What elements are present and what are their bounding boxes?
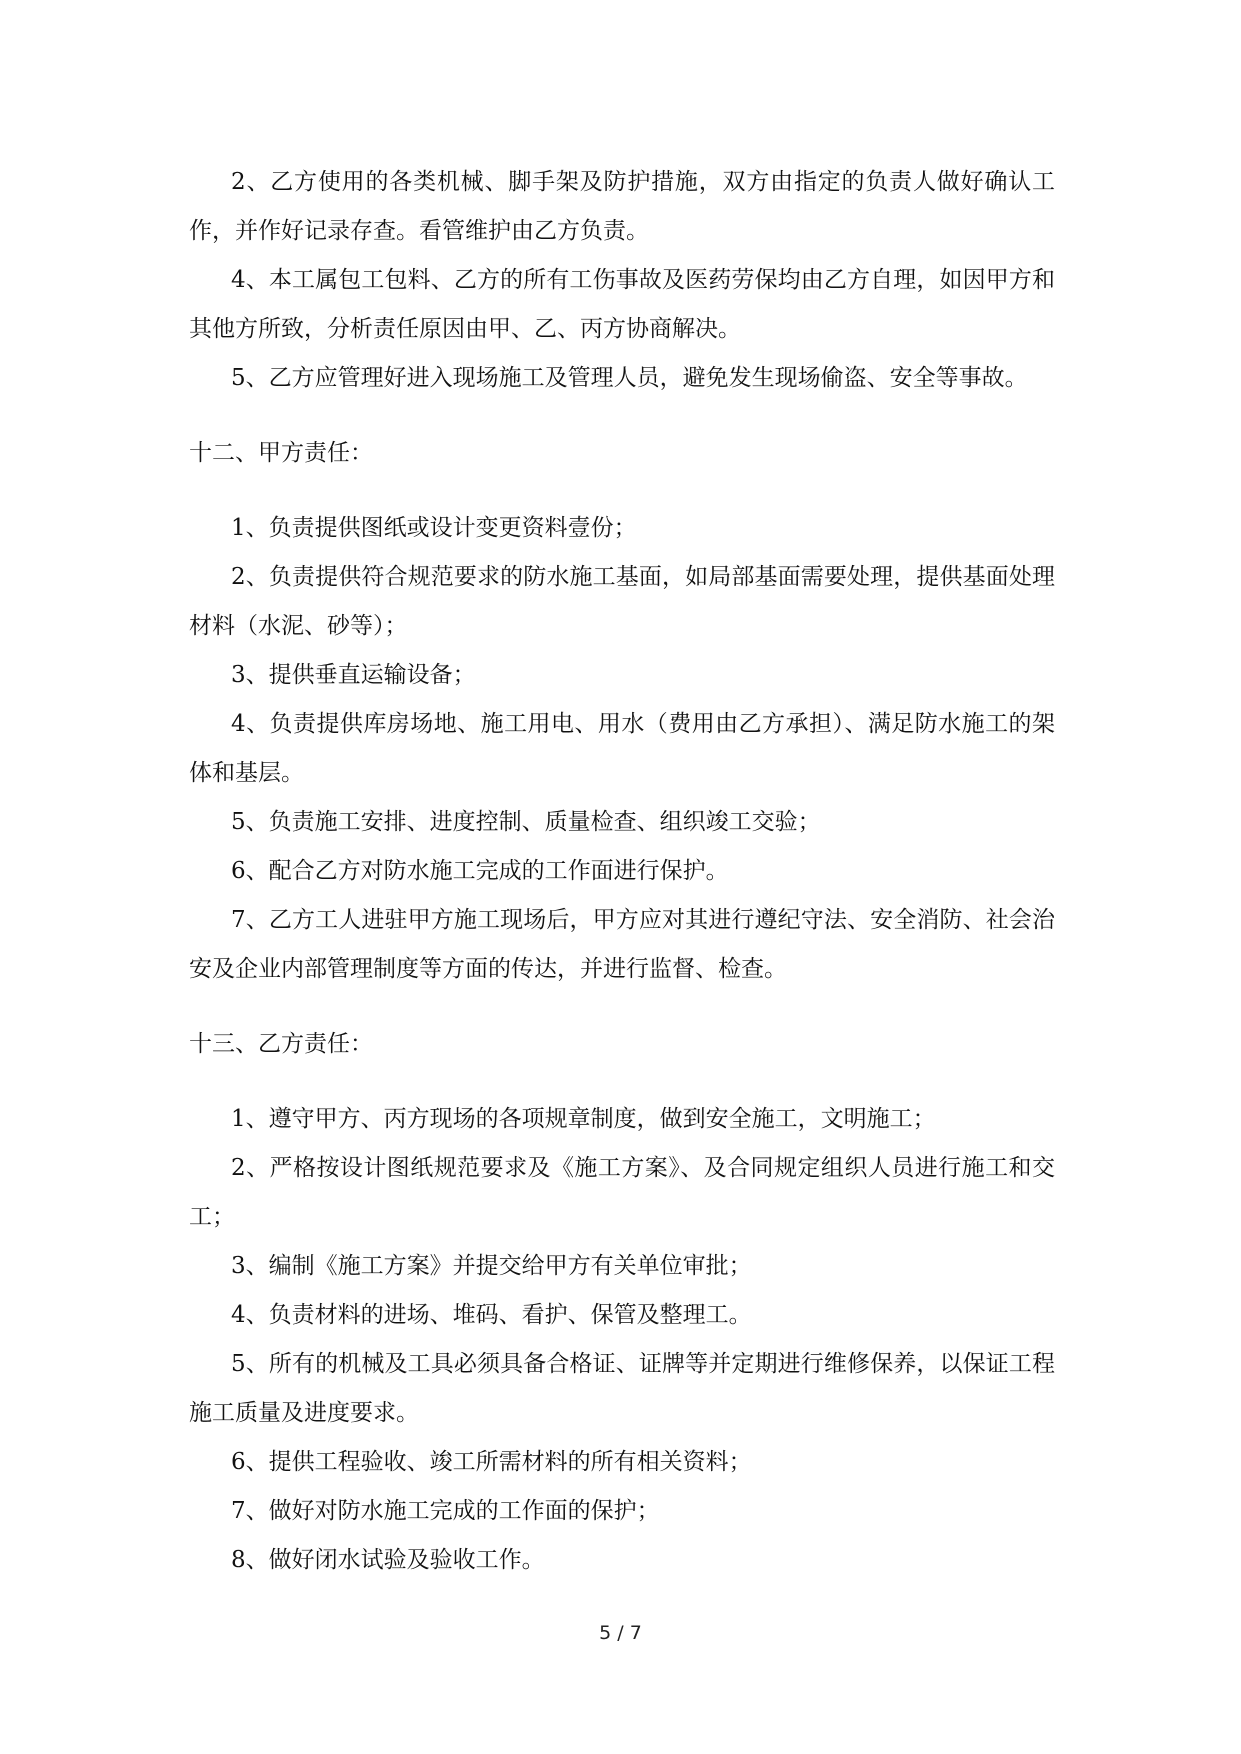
list-item: 5、负责施工安排、进度控制、质量检查、组织竣工交验； <box>231 809 821 835</box>
list-item: 7、做好对防水施工完成的工作面的保护； <box>231 1498 660 1524</box>
list-item: 1、负责提供图纸或设计变更资料壹份； <box>231 515 637 541</box>
page-number: 5 / 7 <box>599 1622 642 1644</box>
list-item: 1、遵守甲方、丙方现场的各项规章制度，做到安全施工，文明施工； <box>231 1106 936 1132</box>
document-body <box>189 158 1055 1585</box>
paragraph: 4、本工属包工包料、乙方的所有工伤事故及医药劳保均由乙方自理，如因甲方和其他方所致，分析责任原因由甲、乙、丙方协商解决。 <box>189 267 1055 342</box>
list-item: 6、配合乙方对防水施工完成的工作面进行保护。 <box>231 858 729 884</box>
paragraph: 2、乙方使用的各类机械、脚手架及防护措施，双方由指定的负责人做好确认工作，并作好记录存查。看管维护由乙方负责。 <box>189 169 1055 244</box>
list-item: 8、做好闭水试验及验收工作。 <box>231 1547 545 1573</box>
list-item: 2、负责提供符合规范要求的防水施工基面，如局部基面需要处理，提供基面处理材料（水泥、砂等）； <box>189 564 1055 639</box>
list-item: 4、负责材料的进场、堆码、看护、保管及整理工。 <box>231 1302 752 1328</box>
list-item: 2、严格按设计图纸规范要求及《施工方案》、及合同规定组织人员进行施工和交工； <box>189 1155 1055 1230</box>
list-item: 6、提供工程验收、竣工所需材料的所有相关资料； <box>231 1449 752 1475</box>
list-item: 7、乙方工人进驻甲方施工现场后，甲方应对其进行遵纪守法、安全消防、社会治安及企业内部管理制度等方面的传达，并进行监督、检查。 <box>189 907 1055 982</box>
list-item: 5、所有的机械及工具必须具备合格证、证牌等并定期进行维修保养，以保证工程施工质量及进度要求。 <box>189 1351 1055 1426</box>
list-item: 3、编制《施工方案》并提交给甲方有关单位审批； <box>231 1253 752 1279</box>
list-item: 4、负责提供库房场地、施工用电、用水（费用由乙方承担）、满足防水施工的架体和基层。 <box>189 711 1055 786</box>
section-heading-party-b: 十三、乙方责任： <box>189 1031 373 1057</box>
paragraph: 5、乙方应管理好进入现场施工及管理人员，避免发生现场偷盗、安全等事故。 <box>231 365 1028 391</box>
section-heading-party-a: 十二、甲方责任： <box>189 440 373 466</box>
list-item: 3、提供垂直运输设备； <box>231 662 476 688</box>
